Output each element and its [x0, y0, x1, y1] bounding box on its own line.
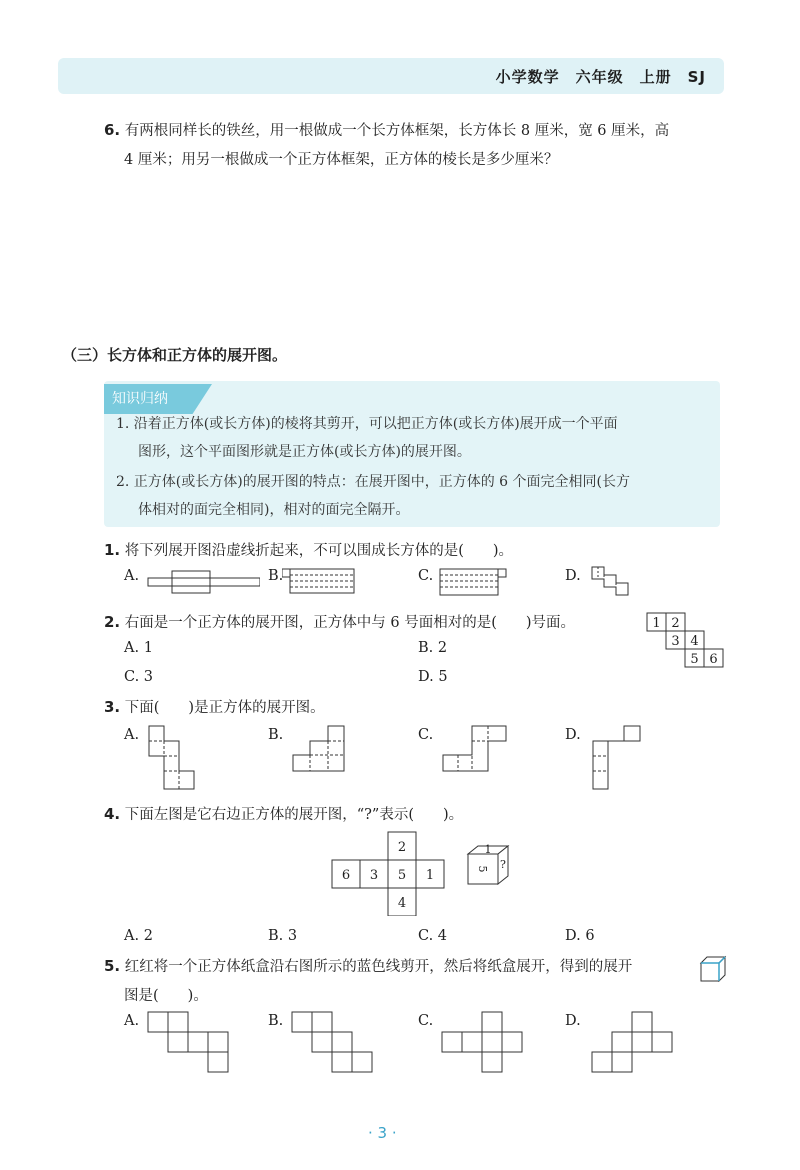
- page-number: · 3 ·: [368, 1124, 397, 1142]
- net-face-5: 5: [690, 652, 699, 667]
- net-face-right: 1: [425, 868, 435, 883]
- knowledge-item-2: 2. 正方体(或长方体)的展开图的特点：在展开图中，正方体的 6 个面完全相同(长方: [116, 474, 630, 490]
- option-b[interactable]: B.: [268, 568, 284, 584]
- header-text: 小学数学 六年级 上册 SJ: [495, 68, 706, 86]
- cube-front-label: 5: [476, 865, 489, 873]
- option-b[interactable]: B.: [268, 1013, 284, 1029]
- question-text: 有两根同样长的铁丝，用一根做成一个长方体框架，长方体长 8 厘米，宽 6 厘米，高: [124, 123, 670, 139]
- question-3: [104, 692, 325, 723]
- option-a[interactable]: A. 2: [124, 928, 153, 944]
- question-1: [104, 535, 513, 566]
- option-a[interactable]: A.: [124, 727, 140, 743]
- option-c[interactable]: C.: [418, 727, 434, 743]
- question-number: 4.: [104, 805, 121, 823]
- net-diagram-a: [146, 1010, 232, 1076]
- option-c[interactable]: C. 3: [124, 669, 154, 685]
- option-d[interactable]: D.: [565, 568, 581, 584]
- net-face-left: 6: [341, 868, 351, 883]
- option-a[interactable]: A.: [124, 1013, 140, 1029]
- net-diagram-b: [282, 563, 364, 599]
- option-d[interactable]: D. 6: [565, 928, 595, 944]
- question-number: 5.: [104, 957, 121, 975]
- question-text: 下面左图是它右边正方体的展开图，“?”表示( )。: [124, 807, 464, 823]
- question-4: [104, 799, 463, 830]
- net-face-6: 6: [709, 652, 718, 667]
- net-face-1: 1: [652, 616, 661, 631]
- question-number: 6.: [104, 121, 121, 139]
- option-a[interactable]: A.: [124, 568, 140, 584]
- option-d[interactable]: D. 5: [418, 669, 448, 685]
- net-face-bottom: 4: [397, 896, 407, 911]
- net-face-3: 3: [671, 634, 680, 649]
- question-5: [104, 951, 632, 982]
- question-text: 红红将一个正方体纸盒沿右图所示的蓝色线剪开，然后将纸盒展开，得到的展开: [124, 959, 633, 975]
- option-c[interactable]: C.: [418, 1013, 434, 1029]
- question-2: [104, 607, 575, 638]
- net-diagram-d: [590, 723, 646, 793]
- option-b[interactable]: B. 3: [268, 928, 298, 944]
- net-diagram-c: [434, 563, 514, 599]
- net-face-2: 2: [671, 616, 680, 631]
- option-a[interactable]: A. 1: [124, 640, 153, 656]
- cube-drawing-q4: [464, 842, 514, 888]
- net-diagram-a: [140, 563, 260, 599]
- question-text: 将下列展开图沿虚线折起来，不可以围成长方体的是( )。: [124, 543, 514, 559]
- question-6-line2: 4 厘米；用另一根做成一个正方体框架，正方体的棱长是多少厘米？: [124, 152, 559, 168]
- question-6: [104, 115, 669, 146]
- knowledge-item-2-cont: 体相对的面完全相同)，相对的面完全隔开。: [138, 502, 410, 518]
- net-diagram-c: [440, 1010, 546, 1076]
- net-diagram-b: [290, 1010, 376, 1076]
- question-text: 下面( )是正方体的展开图。: [124, 700, 325, 716]
- net-diagram-c: [440, 723, 510, 775]
- net-face-center: 5: [397, 868, 407, 883]
- page-header: [58, 58, 724, 94]
- cube-side-label: ?: [500, 858, 506, 871]
- net-diagram-a: [146, 723, 200, 793]
- cube-net-q4: [330, 830, 450, 916]
- knowledge-item-1: 1. 沿着正方体(或长方体)的棱将其剪开，可以把正方体(或长方体)展开成一个平面: [116, 416, 618, 432]
- option-b[interactable]: B. 2: [418, 640, 448, 656]
- section-title: （三）长方体和正方体的展开图。: [62, 346, 288, 364]
- cube-cut-icon: [698, 954, 728, 982]
- net-diagram-b: [290, 723, 350, 775]
- option-d[interactable]: D.: [565, 1013, 581, 1029]
- option-d[interactable]: D.: [565, 727, 581, 743]
- net-face-center-left: 3: [369, 868, 379, 883]
- net-diagram-d: [588, 563, 636, 599]
- question-text: 右面是一个正方体的展开图，正方体中与 6 号面相对的是( )号面。: [124, 615, 576, 631]
- question-5-line2: 图是( )。: [124, 988, 208, 1004]
- cube-top-label: 1: [484, 843, 492, 856]
- cube-net-q2: [646, 612, 730, 672]
- option-c[interactable]: C. 4: [418, 928, 448, 944]
- net-diagram-d: [590, 1010, 676, 1076]
- option-c[interactable]: C.: [418, 568, 434, 584]
- net-face-4: 4: [690, 634, 699, 649]
- question-number: 3.: [104, 698, 121, 716]
- question-number: 2.: [104, 613, 121, 631]
- knowledge-tag: 知识归纳: [112, 391, 168, 407]
- net-face-top: 2: [397, 840, 407, 855]
- option-b[interactable]: B.: [268, 727, 284, 743]
- knowledge-item-1-cont: 图形，这个平面图形就是正方体(或长方体)的展开图。: [138, 444, 471, 460]
- question-number: 1.: [104, 541, 121, 559]
